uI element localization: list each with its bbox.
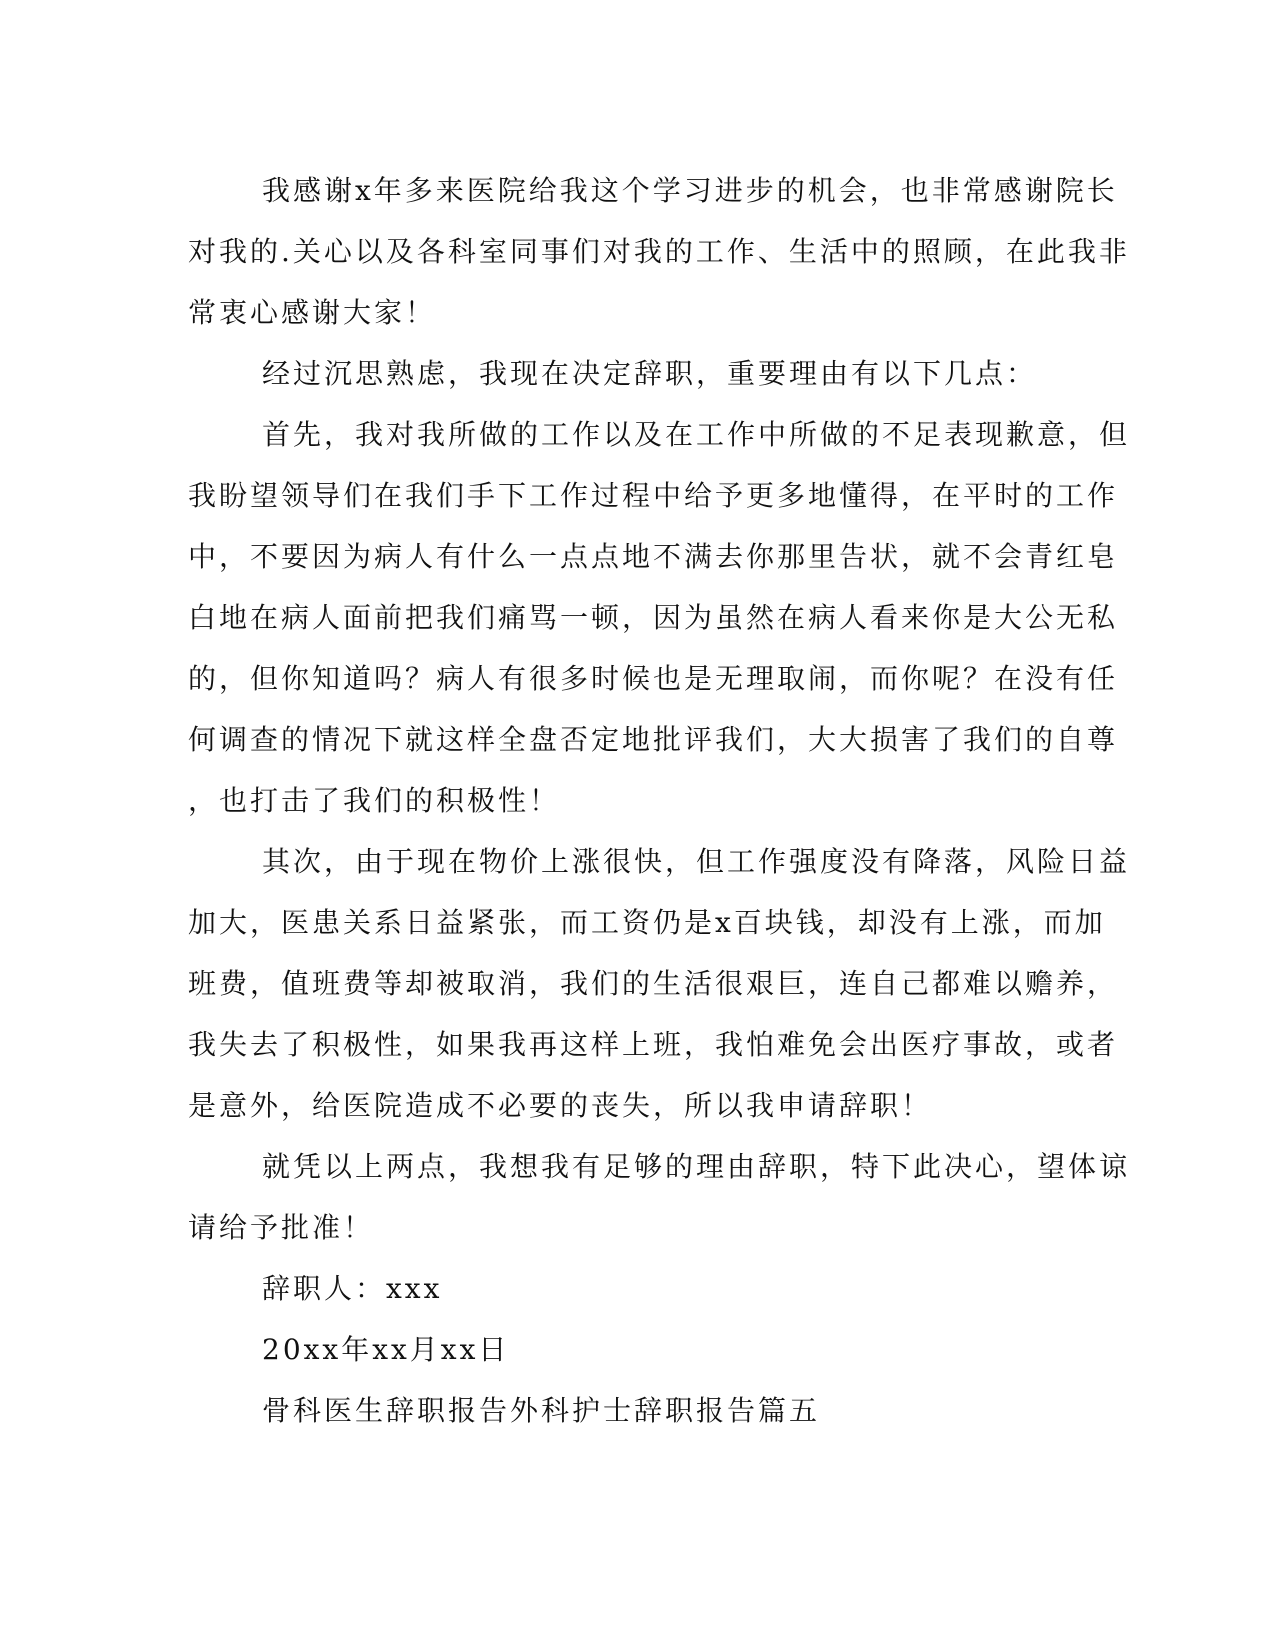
paragraph-line: 我盼望领导们在我们手下工作过程中给予更多地懂得，在平时的工作 (188, 479, 1119, 512)
signature-date: 20xx年xx月xx日 (262, 1333, 510, 1366)
paragraph-line: 对我的.关心以及各科室同事们对我的工作、生活中的照顾，在此我非 (188, 235, 1130, 268)
paragraph-line: 中，不要因为病人有什么一点点地不满去你那里告状，就不会青红皂 (188, 540, 1119, 573)
paragraph-line: 白地在病人面前把我们痛骂一顿，因为虽然在病人看来你是大公无私 (188, 601, 1119, 634)
paragraph-line: 班费，值班费等却被取消，我们的生活很艰巨，连自己都难以赡养， (188, 967, 1119, 1000)
document-body (188, 160, 1131, 1441)
paragraph-line: 经过沉思熟虑，我现在决定辞职，重要理由有以下几点： (262, 357, 1038, 390)
section-heading: 骨科医生辞职报告外科护士辞职报告篇五 (262, 1394, 821, 1427)
paragraph-line: 是意外，给医院造成不必要的丧失，所以我申请辞职！ (188, 1089, 933, 1122)
signature-name: 辞职人：xxx (262, 1272, 443, 1305)
paragraph-line: 何调查的情况下就这样全盘否定地批评我们，大大损害了我们的自尊 (188, 723, 1119, 756)
paragraph-line: ，也打击了我们的积极性！ (188, 784, 561, 817)
paragraph-line: 我感谢x年多来医院给我这个学习进步的机会，也非常感谢院长 (262, 174, 1118, 207)
paragraph-line: 加大，医患关系日益紧张，而工资仍是x百块钱，却没有上涨，而加 (188, 906, 1106, 939)
paragraph-line: 的，但你知道吗？病人有很多时候也是无理取闹，而你呢？在没有任 (188, 662, 1119, 695)
paragraph-line: 我失去了积极性，如果我再这样上班，我怕难免会出医疗事故，或者 (188, 1028, 1119, 1061)
paragraph-line: 其次，由于现在物价上涨很快，但工作强度没有降落，风险日益 (262, 845, 1131, 878)
paragraph-line: 请给予批准！ (188, 1211, 375, 1244)
paragraph-line: 就凭以上两点，我想我有足够的理由辞职，特下此决心，望体谅 (262, 1150, 1131, 1183)
paragraph-line: 首先，我对我所做的工作以及在工作中所做的不足表现歉意，但 (262, 418, 1131, 451)
paragraph-line: 常衷心感谢大家！ (188, 296, 437, 329)
